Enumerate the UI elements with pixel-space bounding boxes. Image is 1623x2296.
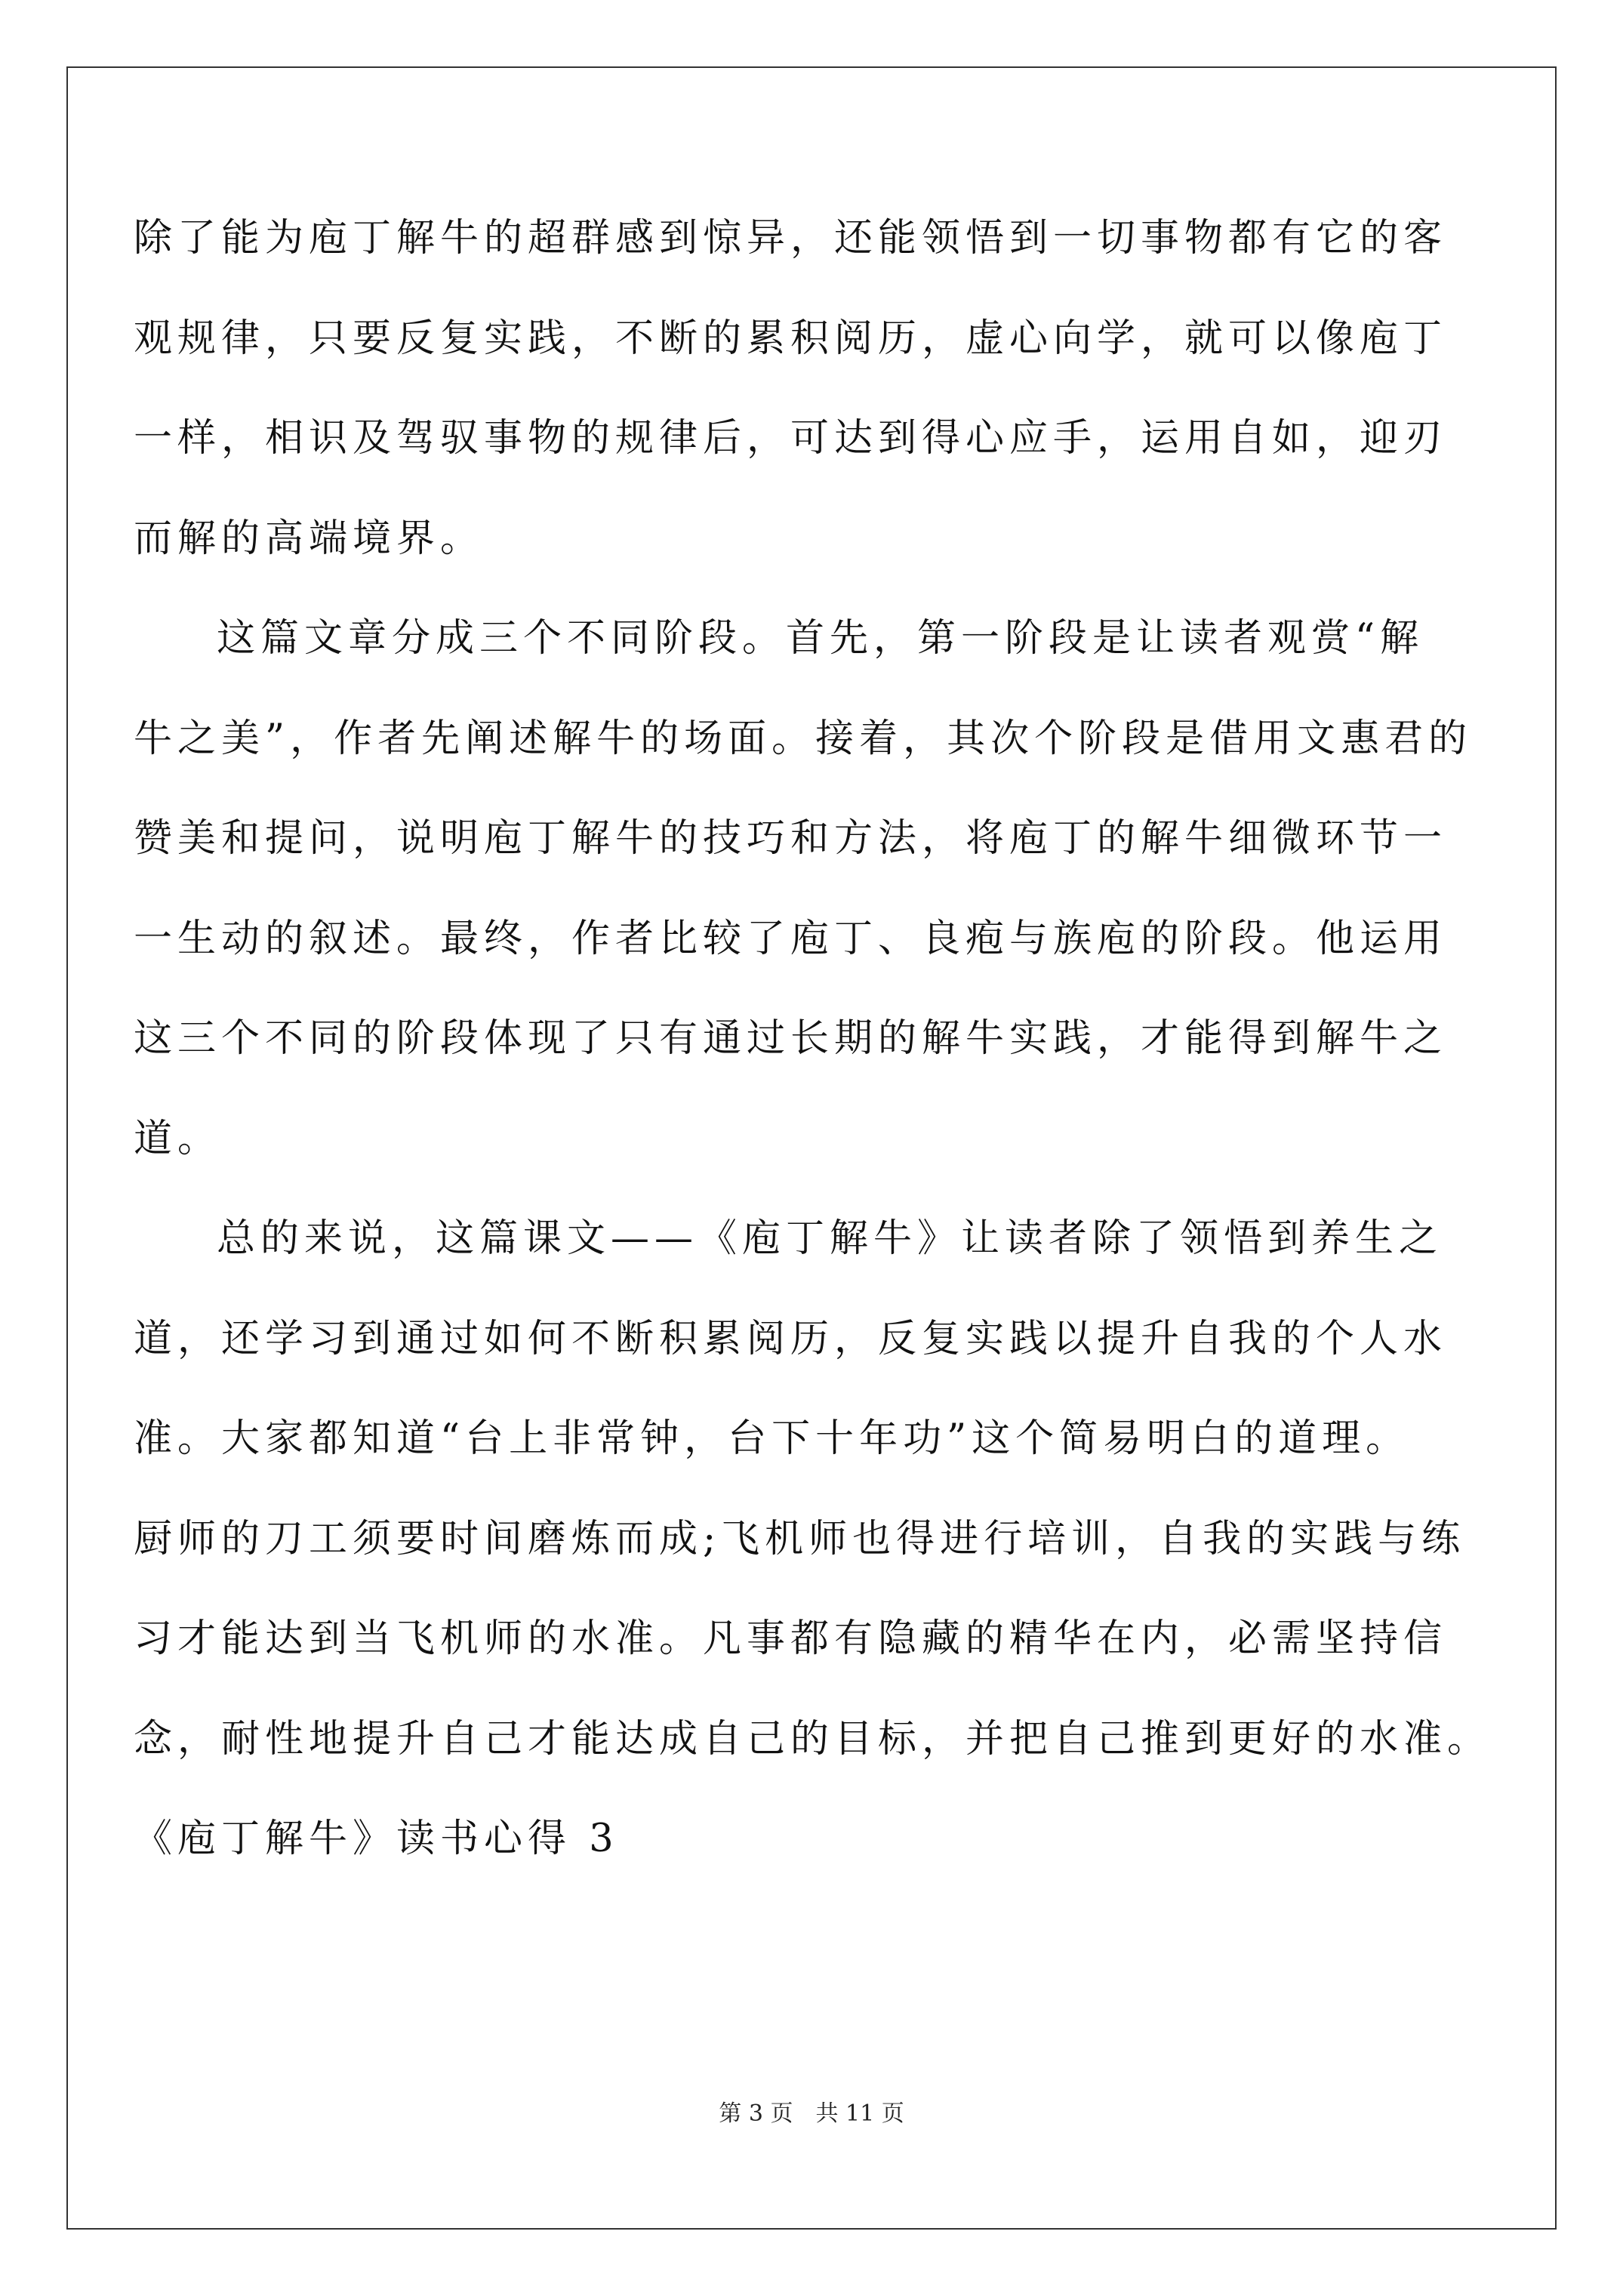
page-number: 第 3 页 共 11 页 xyxy=(719,2100,904,2127)
text-line: 牛之美”，作者先阐述解牛的场面。接着，其次个阶段是借用文惠君的 xyxy=(134,716,1473,761)
text-line: 除了能为庖丁解牛的超群感到惊异，还能领悟到一切事物都有它的客 xyxy=(134,216,1448,260)
text-line: 一生动的叙述。最终，作者比较了庖丁、良疱与族庖的阶段。他运用 xyxy=(134,916,1448,961)
text-line: 道。 xyxy=(134,1116,222,1161)
text-line: 这三个不同的阶段体现了只有通过长期的解牛实践，才能得到解牛之 xyxy=(134,1016,1448,1061)
text-line: 一样，相识及驾驭事物的规律后，可达到得心应手，运用自如，迎刃 xyxy=(134,416,1448,461)
text-line: 念，耐性地提升自己才能达成自己的目标，并把自己推到更好的水准。 xyxy=(134,1716,1492,1761)
text-line: 道，还学习到通过如何不断积累阅历，反复实践以提升自我的个人水 xyxy=(134,1316,1448,1361)
text-line: 习才能达到当飞机师的水准。凡事都有隐藏的精华在内，必需坚持信 xyxy=(134,1616,1448,1661)
text-line: 而解的高端境界。 xyxy=(134,516,485,561)
text-line-indented: 这篇文章分成三个不同阶段。首先，第一阶段是让读者观赏“解 xyxy=(217,616,1424,661)
section-heading: 《庖丁解牛》读书心得 3 xyxy=(134,1817,619,1861)
text-line: 观规律，只要反复实践，不断的累积阅历，虚心向学，就可以像庖丁 xyxy=(134,316,1448,361)
text-line-indented: 总的来说，这篇课文——《庖丁解牛》让读者除了领悟到养生之 xyxy=(217,1216,1443,1261)
document-body xyxy=(134,189,1530,1890)
text-line: 赞美和提问，说明庖丁解牛的技巧和方法，将庖丁的解牛细微环节一 xyxy=(134,816,1448,861)
text-line: 准。大家都知道“台上非常钟，台下十年功”这个简易明白的道理。 xyxy=(134,1416,1410,1461)
text-line: 厨师的刀工须要时间磨炼而成;飞机师也得进行培训，自我的实践与练 xyxy=(134,1516,1466,1561)
